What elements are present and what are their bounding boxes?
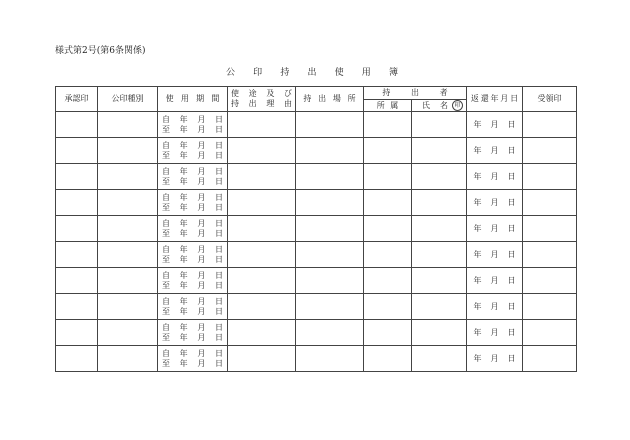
purpose-reason-cell[interactable] (228, 190, 296, 216)
period-year-label: 年 (179, 306, 188, 316)
period-day-label: 日 (214, 358, 223, 368)
name-cell[interactable] (412, 294, 467, 320)
period-from-label: 自 (162, 140, 170, 150)
ledger-row (56, 216, 577, 242)
period-to-label: 至 (162, 124, 170, 134)
period-year-label: 年 (179, 244, 188, 254)
period-month-label: 月 (197, 218, 206, 228)
period-month-label: 月 (197, 322, 206, 332)
form-number: 様式第2号(第6条関係) (55, 46, 146, 56)
return-date-cell[interactable] (467, 164, 523, 190)
period-month-label: 月 (197, 192, 206, 202)
approval-seal-cell[interactable] (56, 190, 98, 216)
approval-seal-cell[interactable] (56, 268, 98, 294)
seal-type-cell[interactable] (98, 216, 158, 242)
period-day-label: 日 (214, 176, 223, 186)
seal-circle-icon: 印 (452, 100, 463, 111)
seal-type-cell[interactable] (98, 164, 158, 190)
purpose-reason-cell[interactable] (228, 294, 296, 320)
affiliation-cell[interactable] (364, 138, 412, 164)
return-day-label: 日 (507, 249, 516, 259)
ledger-row (56, 112, 577, 138)
period-month-label: 月 (197, 332, 206, 342)
name-cell[interactable] (412, 346, 467, 372)
receipt-seal-cell[interactable] (523, 320, 577, 346)
period-month-label: 月 (197, 124, 206, 134)
return-day-label: 日 (507, 119, 516, 129)
approval-seal-cell[interactable] (56, 112, 98, 138)
period-day-label: 日 (214, 124, 223, 134)
affiliation-cell[interactable] (364, 346, 412, 372)
receipt-seal-cell[interactable] (523, 138, 577, 164)
period-day-label: 日 (214, 202, 223, 212)
period-day-label: 日 (214, 192, 223, 202)
name-cell[interactable] (412, 138, 467, 164)
period-month-label: 月 (197, 270, 206, 280)
name-cell[interactable] (412, 164, 467, 190)
approval-seal-cell[interactable] (56, 320, 98, 346)
return-date-cell[interactable] (467, 112, 523, 138)
usage-period-cell[interactable] (158, 216, 228, 242)
return-month-label: 月 (490, 327, 499, 337)
purpose-reason-cell[interactable] (228, 216, 296, 242)
return-month-label: 月 (490, 197, 499, 207)
return-year-label: 年 (473, 301, 482, 311)
destination-cell[interactable] (296, 268, 364, 294)
header-purpose-reason: 使 途 及 び 持 出 理 由 (228, 87, 296, 112)
header-usage-period: 使 用 期 間 (158, 87, 228, 112)
receipt-seal-cell[interactable] (523, 268, 577, 294)
period-year-label: 年 (179, 166, 188, 176)
period-month-label: 月 (197, 306, 206, 316)
approval-seal-cell[interactable] (56, 164, 98, 190)
affiliation-cell[interactable] (364, 112, 412, 138)
usage-period-cell[interactable] (158, 242, 228, 268)
title-char: 印 (253, 68, 263, 78)
period-to-label: 至 (162, 254, 170, 264)
period-to-label: 至 (162, 306, 170, 316)
receipt-seal-cell[interactable] (523, 216, 577, 242)
approval-seal-cell[interactable] (56, 216, 98, 242)
receipt-seal-cell[interactable] (523, 164, 577, 190)
return-month-label: 月 (490, 353, 499, 363)
destination-cell[interactable] (296, 294, 364, 320)
affiliation-cell[interactable] (364, 216, 412, 242)
period-year-label: 年 (179, 280, 188, 290)
seal-type-cell[interactable] (98, 346, 158, 372)
destination-cell[interactable] (296, 112, 364, 138)
return-date-cell[interactable] (467, 320, 523, 346)
period-to-label: 至 (162, 202, 170, 212)
period-year-label: 年 (179, 228, 188, 238)
seal-type-cell[interactable] (98, 138, 158, 164)
usage-period-cell[interactable] (158, 268, 228, 294)
seal-type-cell[interactable] (98, 190, 158, 216)
period-day-label: 日 (214, 280, 223, 290)
receipt-seal-cell[interactable] (523, 112, 577, 138)
period-year-label: 年 (179, 192, 188, 202)
period-year-label: 年 (179, 140, 188, 150)
purpose-reason-cell[interactable] (228, 346, 296, 372)
header-receipt-seal: 受領印 (523, 87, 577, 112)
usage-period-cell[interactable] (158, 346, 228, 372)
period-to-label: 至 (162, 176, 170, 186)
purpose-reason-cell[interactable] (228, 112, 296, 138)
seal-type-cell[interactable] (98, 112, 158, 138)
period-day-label: 日 (214, 296, 223, 306)
approval-seal-cell[interactable] (56, 294, 98, 320)
period-to-label: 至 (162, 228, 170, 238)
usage-period-cell[interactable] (158, 190, 228, 216)
destination-cell[interactable] (296, 138, 364, 164)
period-day-label: 日 (214, 348, 223, 358)
approval-seal-cell[interactable] (56, 138, 98, 164)
title-char: 出 (307, 68, 317, 78)
period-day-label: 日 (214, 114, 223, 124)
return-year-label: 年 (473, 327, 482, 337)
header-approval-seal: 承認印 (56, 87, 98, 112)
usage-period-cell[interactable] (158, 320, 228, 346)
ledger-row (56, 190, 577, 216)
seal-type-cell[interactable] (98, 294, 158, 320)
period-to-label: 至 (162, 280, 170, 290)
header-destination: 持 出 場 所 (296, 87, 364, 112)
title-char: 簿 (388, 68, 398, 78)
return-month-label: 月 (490, 119, 499, 129)
period-from-label: 自 (162, 218, 170, 228)
title-char: 使 (334, 68, 344, 78)
return-year-label: 年 (473, 353, 482, 363)
return-year-label: 年 (473, 119, 482, 129)
affiliation-cell[interactable] (364, 242, 412, 268)
return-month-label: 月 (490, 171, 499, 181)
period-month-label: 月 (197, 348, 206, 358)
receipt-seal-cell[interactable] (523, 346, 577, 372)
purpose-reason-cell[interactable] (228, 320, 296, 346)
header-seal-type: 公印種別 (98, 87, 158, 112)
return-year-label: 年 (473, 145, 482, 155)
header-name: 氏 名 印 (412, 100, 467, 112)
period-month-label: 月 (197, 280, 206, 290)
period-to-label: 至 (162, 358, 170, 368)
affiliation-cell[interactable] (364, 190, 412, 216)
seal-type-cell[interactable] (98, 320, 158, 346)
period-day-label: 日 (214, 218, 223, 228)
name-cell[interactable] (412, 242, 467, 268)
period-month-label: 月 (197, 358, 206, 368)
period-day-label: 日 (214, 332, 223, 342)
affiliation-cell[interactable] (364, 320, 412, 346)
ledger-row (56, 346, 577, 372)
period-to-label: 至 (162, 150, 170, 160)
header-carrier: 持 出 者 (364, 87, 467, 100)
header-affiliation: 所 属 (364, 100, 412, 112)
ledger-body (56, 112, 577, 372)
seal-ledger-table (55, 86, 577, 372)
receipt-seal-cell[interactable] (523, 242, 577, 268)
period-day-label: 日 (214, 150, 223, 160)
form-title (226, 68, 398, 79)
ledger-row (56, 164, 577, 190)
return-year-label: 年 (473, 223, 482, 233)
destination-cell[interactable] (296, 320, 364, 346)
period-month-label: 月 (197, 202, 206, 212)
return-year-label: 年 (473, 197, 482, 207)
return-day-label: 日 (507, 197, 516, 207)
ledger-row (56, 138, 577, 164)
return-date-cell[interactable] (467, 346, 523, 372)
period-from-label: 自 (162, 296, 170, 306)
return-day-label: 日 (507, 301, 516, 311)
return-month-label: 月 (490, 301, 499, 311)
title-char: 公 (226, 68, 236, 78)
usage-period-cell[interactable] (158, 112, 228, 138)
return-day-label: 日 (507, 171, 516, 181)
return-day-label: 日 (507, 275, 516, 285)
period-day-label: 日 (214, 228, 223, 238)
purpose-reason-cell[interactable] (228, 138, 296, 164)
return-day-label: 日 (507, 223, 516, 233)
affiliation-cell[interactable] (364, 268, 412, 294)
ledger-row (56, 268, 577, 294)
period-year-label: 年 (179, 218, 188, 228)
return-month-label: 月 (490, 249, 499, 259)
period-year-label: 年 (179, 332, 188, 342)
period-from-label: 自 (162, 114, 170, 124)
ledger-row (56, 320, 577, 346)
purpose-reason-cell[interactable] (228, 164, 296, 190)
period-day-label: 日 (214, 166, 223, 176)
period-month-label: 月 (197, 176, 206, 186)
period-to-label: 至 (162, 332, 170, 342)
destination-cell[interactable] (296, 346, 364, 372)
period-month-label: 月 (197, 296, 206, 306)
return-date-cell[interactable] (467, 216, 523, 242)
seal-type-cell[interactable] (98, 242, 158, 268)
period-day-label: 日 (214, 270, 223, 280)
period-month-label: 月 (197, 254, 206, 264)
return-day-label: 日 (507, 327, 516, 337)
name-cell[interactable] (412, 320, 467, 346)
period-month-label: 月 (197, 244, 206, 254)
return-date-cell[interactable] (467, 242, 523, 268)
return-date-cell[interactable] (467, 190, 523, 216)
destination-cell[interactable] (296, 216, 364, 242)
period-day-label: 日 (214, 254, 223, 264)
period-from-label: 自 (162, 270, 170, 280)
period-year-label: 年 (179, 202, 188, 212)
approval-seal-cell[interactable] (56, 242, 98, 268)
period-from-label: 自 (162, 348, 170, 358)
period-year-label: 年 (179, 254, 188, 264)
period-day-label: 日 (214, 140, 223, 150)
period-month-label: 月 (197, 140, 206, 150)
title-char: 持 (280, 68, 290, 78)
period-year-label: 年 (179, 270, 188, 280)
period-day-label: 日 (214, 306, 223, 316)
receipt-seal-cell[interactable] (523, 294, 577, 320)
period-year-label: 年 (179, 348, 188, 358)
return-month-label: 月 (490, 223, 499, 233)
period-month-label: 月 (197, 166, 206, 176)
ledger-row (56, 242, 577, 268)
return-date-cell[interactable] (467, 294, 523, 320)
period-from-label: 自 (162, 166, 170, 176)
return-month-label: 月 (490, 275, 499, 285)
period-year-label: 年 (179, 114, 188, 124)
period-from-label: 自 (162, 244, 170, 254)
name-cell[interactable] (412, 216, 467, 242)
receipt-seal-cell[interactable] (523, 190, 577, 216)
period-day-label: 日 (214, 244, 223, 254)
period-from-label: 自 (162, 322, 170, 332)
purpose-reason-cell[interactable] (228, 268, 296, 294)
name-cell[interactable] (412, 190, 467, 216)
return-day-label: 日 (507, 353, 516, 363)
header-row (56, 87, 577, 100)
usage-period-cell[interactable] (158, 164, 228, 190)
period-month-label: 月 (197, 150, 206, 160)
affiliation-cell[interactable] (364, 294, 412, 320)
return-month-label: 月 (490, 145, 499, 155)
period-year-label: 年 (179, 296, 188, 306)
destination-cell[interactable] (296, 164, 364, 190)
period-from-label: 自 (162, 192, 170, 202)
period-year-label: 年 (179, 124, 188, 134)
period-month-label: 月 (197, 114, 206, 124)
period-year-label: 年 (179, 150, 188, 160)
period-year-label: 年 (179, 322, 188, 332)
period-year-label: 年 (179, 358, 188, 368)
name-cell[interactable] (412, 268, 467, 294)
period-month-label: 月 (197, 228, 206, 238)
name-cell[interactable] (412, 112, 467, 138)
period-day-label: 日 (214, 322, 223, 332)
destination-cell[interactable] (296, 190, 364, 216)
title-char: 用 (361, 68, 371, 78)
affiliation-cell[interactable] (364, 164, 412, 190)
return-year-label: 年 (473, 275, 482, 285)
seal-type-cell[interactable] (98, 268, 158, 294)
return-year-label: 年 (473, 171, 482, 181)
usage-period-cell[interactable] (158, 294, 228, 320)
header-return-date: 返 還 年 月 日 (467, 87, 523, 112)
ledger-row (56, 294, 577, 320)
return-date-cell[interactable] (467, 268, 523, 294)
return-day-label: 日 (507, 145, 516, 155)
return-date-cell[interactable] (467, 138, 523, 164)
destination-cell[interactable] (296, 242, 364, 268)
usage-period-cell[interactable] (158, 138, 228, 164)
period-year-label: 年 (179, 176, 188, 186)
return-year-label: 年 (473, 249, 482, 259)
approval-seal-cell[interactable] (56, 346, 98, 372)
purpose-reason-cell[interactable] (228, 242, 296, 268)
